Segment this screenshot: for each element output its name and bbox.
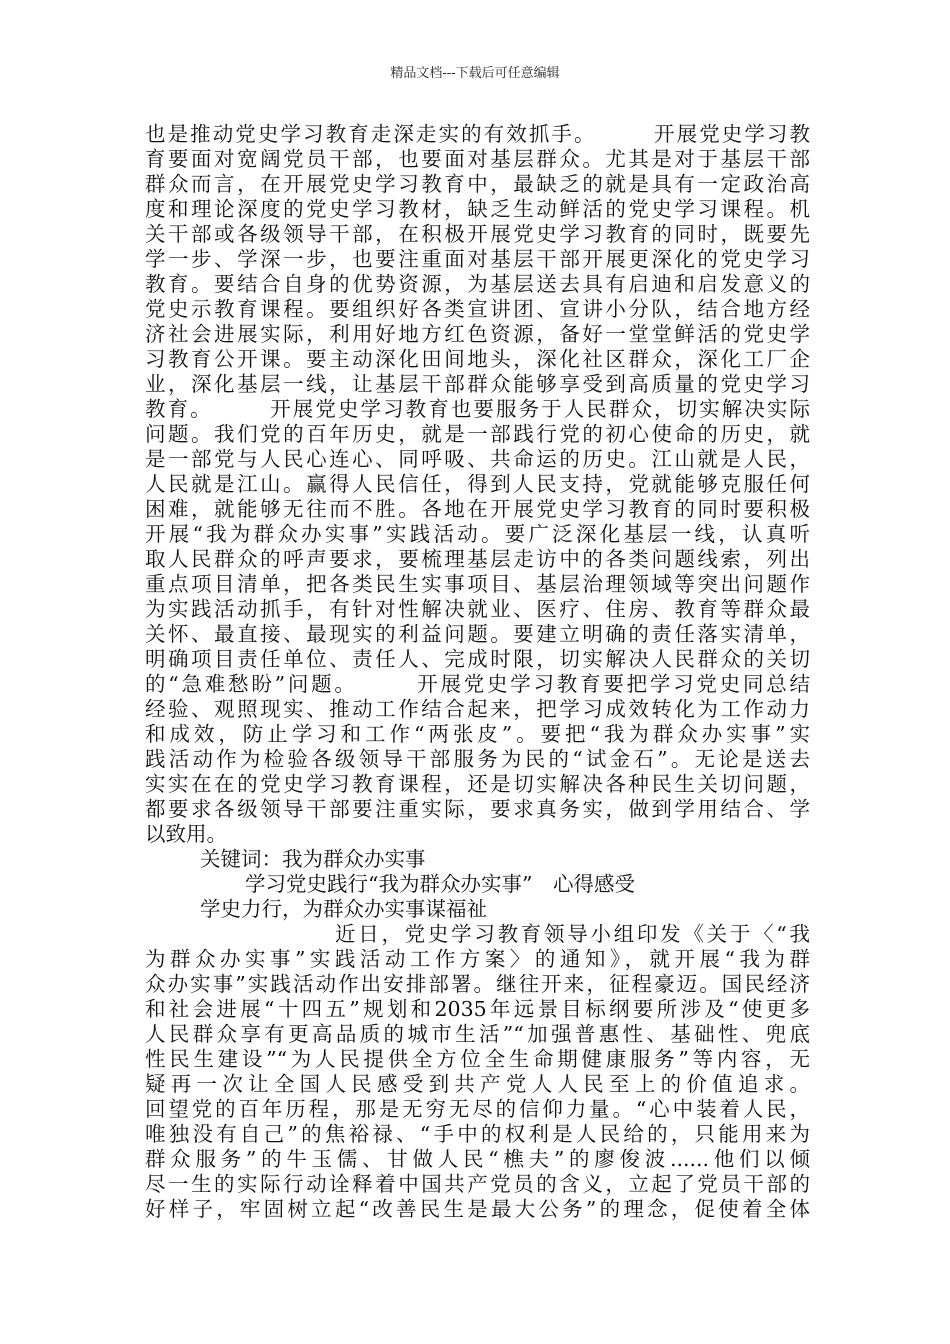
- text-line: 和社会进展“十四五”规划和2035年远景目标纲要所涉及“使更多: [145, 997, 810, 1021]
- text-line: 济社会进展实际，利用好地方红色资源，备好一堂堂鲜活的党史学: [145, 322, 810, 346]
- text-line: 取人民群众的呼声要求，要梳理基层走访中的各类问题线索，列出: [145, 547, 810, 571]
- text-line: 和成效，防止学习和工作“两张皮”。要把“我为群众办实事”实: [145, 722, 810, 746]
- text-line: 回望党的百年历程，那是无穷无尽的信仰力量。“心中装着人民，: [145, 1097, 810, 1121]
- text-line: 度和理论深度的党史学习教材，缺乏生动鲜活的党史学习课程。机: [145, 197, 810, 221]
- text-line: 重点项目清单，把各类民生实事项目、基层治理领域等突出问题作: [145, 572, 810, 596]
- text-line: 习教育公开课。要主动深化田间地头，深化社区群众，深化工厂企: [145, 347, 810, 371]
- text-line: 关干部或各级领导干部，在积极开展党史学习教育的同时，既要先: [145, 222, 810, 246]
- text-line: 近日，党史学习教育领导小组印发《关于〈“我: [335, 922, 810, 946]
- section-title: 学习党史践行“我为群众办实事” 心得感受: [245, 872, 635, 896]
- text-line: 学一步、学深一步，也要注重面对基层干部开展更深化的党史学习: [145, 247, 810, 271]
- text-line: 践活动作为检验各级领导干部服务为民的“试金石”。无论是送去: [145, 747, 810, 771]
- text-line: 为群众办实事”实践活动工作方案〉的通知》，就开展“我为群: [145, 947, 810, 971]
- text-line: 实实在在的党史学习教育课程，还是切实解决各种民生关切问题，: [145, 772, 810, 796]
- text-line: 群众而言，在开展党史学习教育中，最缺乏的就是具有一定政治高: [145, 172, 810, 196]
- section-subtitle: 学史力行，为群众办实事谋福祉: [200, 897, 487, 921]
- text-line: 是一部党与人民心连心、同呼吸、共命运的历史。江山就是人民，: [145, 447, 810, 471]
- text-line: 人民就是江山。赢得人民信任，得到人民支持，党就能够克服任何: [145, 472, 810, 496]
- text-line: 困难，就能够无往而不胜。各地在开展党史学习教育的同时要积极: [145, 497, 810, 521]
- text-line: 性民生建设”“为人民提供全方位全生命期健康服务”等内容，无: [145, 1047, 810, 1071]
- text-line: 为实践活动抓手，有针对性解决就业、医疗、住房、教育等群众最: [145, 597, 810, 621]
- page-header: 精品文档---下载后可任意编辑: [390, 66, 560, 81]
- text-line: 群众服务”的牛玉儒、甘做人民“樵夫”的廖俊波......他们以倾: [145, 1147, 810, 1171]
- text-line: 党史示教育课程。要组织好各类宣讲团、宣讲小分队，结合地方经: [145, 297, 810, 321]
- text-line: 明确项目责任单位、责任人、完成时限，切实解决人民群众的关切: [145, 647, 810, 671]
- text-line: 教育。要结合自身的优势资源，为基层送去具有启迪和启发意义的: [145, 272, 810, 296]
- keywords-line: 关键词：我为群众办实事: [200, 847, 426, 871]
- text-line: 业，深化基层一线，让基层干部群众能够享受到高质量的党史学习: [145, 372, 810, 396]
- text-line: 好样子，牢固树立起“改善民生是最大公务”的理念，促使着全体: [145, 1197, 810, 1221]
- text-line: 开展“我为群众办实事”实践活动。要广泛深化基层一线，认真听: [145, 522, 810, 546]
- document-body: [145, 122, 810, 1222]
- text-line: 尽一生的实际行动诠释着中国共产党员的含义，立起了党员干部的: [145, 1172, 810, 1196]
- text-line: 教育。 开展党史学习教育也要服务于人民群众，切实解决实际: [145, 397, 810, 421]
- text-line: 也是推动党史学习教育走深走实的有效抓手。 开展党史学习教: [145, 122, 810, 146]
- text-line: 育要面对宽阔党员干部，也要面对基层群众。尤其是对于基层干部: [145, 147, 810, 171]
- text-line: 都要求各级领导干部要注重实际，要求真务实，做到学用结合、学: [145, 797, 810, 821]
- text-line: 关怀、最直接、最现实的利益问题。要建立明确的责任落实清单，: [145, 622, 810, 646]
- text-line: 经验、观照现实、推动工作结合起来，把学习成效转化为工作动力: [145, 697, 810, 721]
- text-line: 问题。我们党的百年历史，就是一部践行党的初心使命的历史，就: [145, 422, 810, 446]
- text-line: 疑再一次让全国人民感受到共产党人人民至上的价值追求。: [145, 1072, 810, 1096]
- text-line: 唯独没有自己”的焦裕禄、“手中的权利是人民给的，只能用来为: [145, 1122, 810, 1146]
- text-line: 以致用。: [145, 822, 227, 846]
- text-line: 众办实事”实践活动作出安排部署。继往开来，征程豪迈。国民经济: [145, 972, 810, 996]
- text-line: 的“急难愁盼”问题。 开展党史学习教育要把学习党史同总结: [145, 672, 810, 696]
- text-line: 人民群众享有更高品质的城市生活”“加强普惠性、基础性、兜底: [145, 1022, 810, 1046]
